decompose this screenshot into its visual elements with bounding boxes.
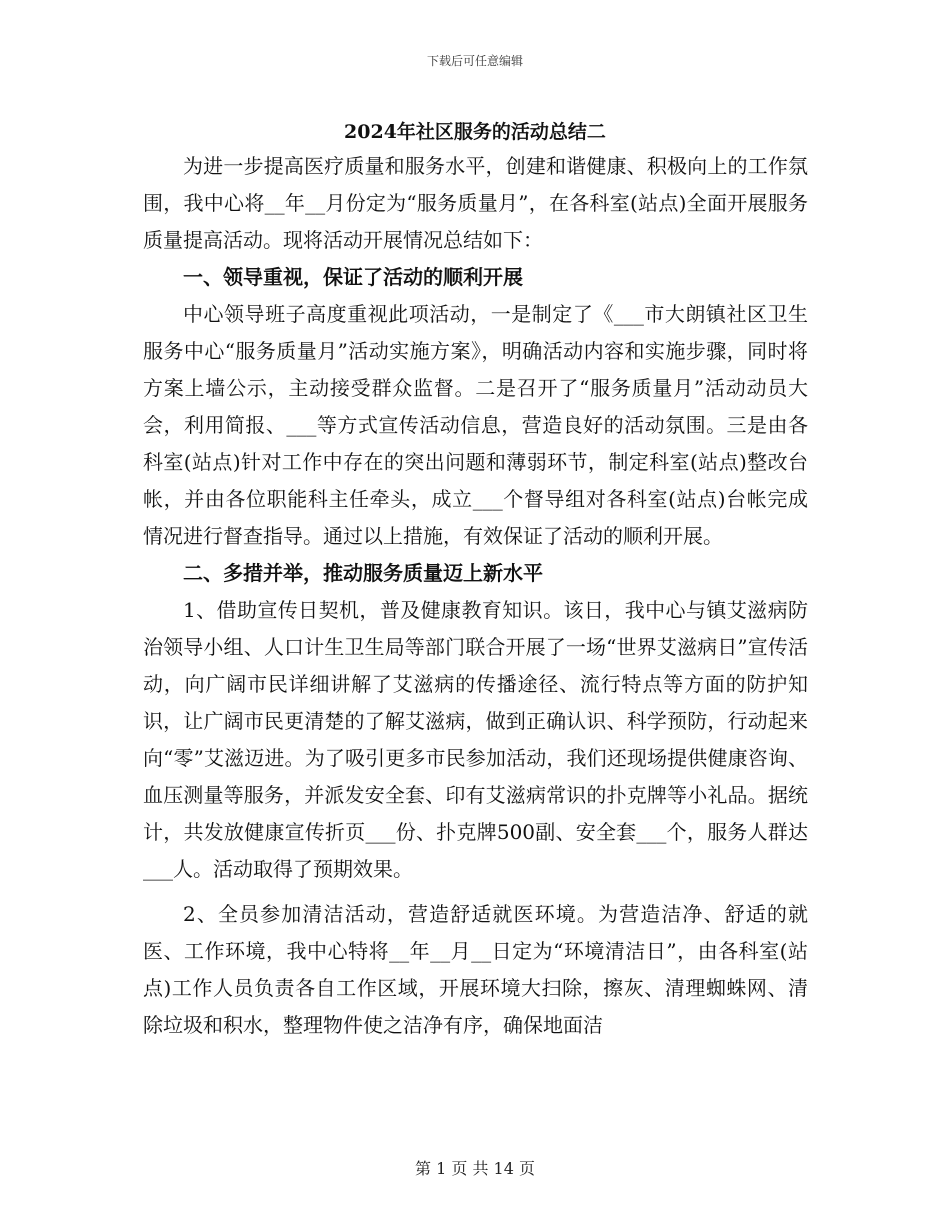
item-2-paragraph: 2、全员参加清洁活动，营造舒适就医环境。为营造洁净、舒适的就医、工作环境，我中心特将__年__月__日定为“环境清洁日”，由各科室(站点)工作人员负责各自工作区域，开展环境大扫除，擦灰、清理蜘蛛网、清除垃圾和积水，整理物件使之洁净有序，确保地面洁 <box>143 902 808 1037</box>
document-body <box>143 148 808 1044</box>
document-title: 2024年社区服务的活动总结二 <box>344 121 606 143</box>
section-1-paragraph: 中心领导班子高度重视此项活动，一是制定了《___市大朗镇社区卫生服务中心“服务质量月”活动实施方案》，明确活动内容和实施步骤，同时将方案上墙公示，主动接受群众监督。二是召开了“服务质量月”活动动员大会，利用简报、___等方式宣传活动信息，营造良好的活动氛围。三是由各科室(站点)针对工作中存在的突出问题和薄弱环节，制定科室(站点)整改台帐，并由各位职能科主任牵头，成立___个督导组对各科室(站点)台帐完成情况进行督查指导。通过以上措施，有效保证了活动的顺利开展。 <box>143 302 808 548</box>
section-2-heading: 二、多措并举，推动服务质量迈上新水平 <box>183 561 543 585</box>
intro-paragraph: 为进一步提高医疗质量和服务水平，创建和谐健康、积极向上的工作氛围，我中心将__年__月份定为“服务质量月”，在各科室(站点)全面开展服务质量提高活动。现将活动开展情况总结如下： <box>143 154 808 252</box>
page-header-note: 下载后可任意编辑 <box>426 54 523 68</box>
page-footer: 第 1 页 共 14 页 <box>415 1159 535 1178</box>
section-1-heading: 一、领导重视，保证了活动的顺利开展 <box>183 265 523 289</box>
item-1-paragraph: 1、借助宣传日契机，普及健康教育知识。该日，我中心与镇艾滋病防治领导小组、人口计生卫生局等部门联合开展了一场“世界艾滋病日”宣传活动，向广阔市民详细讲解了艾滋病的传播途径、流行特点等方面的防护知识，让广阔市民更清楚的了解艾滋病，做到正确认识、科学预防，行动起来向“零”艾滋迈进。为了吸引更多市民参加活动，我们还现场提供健康咨询、血压测量等服务，并派发安全套、印有艾滋病常识的扑克牌等小礼品。据统计，共发放健康宣传折页___份、扑克牌500副、安全套___个，服务人群达___人。活动取得了预期效果。 <box>143 598 808 881</box>
